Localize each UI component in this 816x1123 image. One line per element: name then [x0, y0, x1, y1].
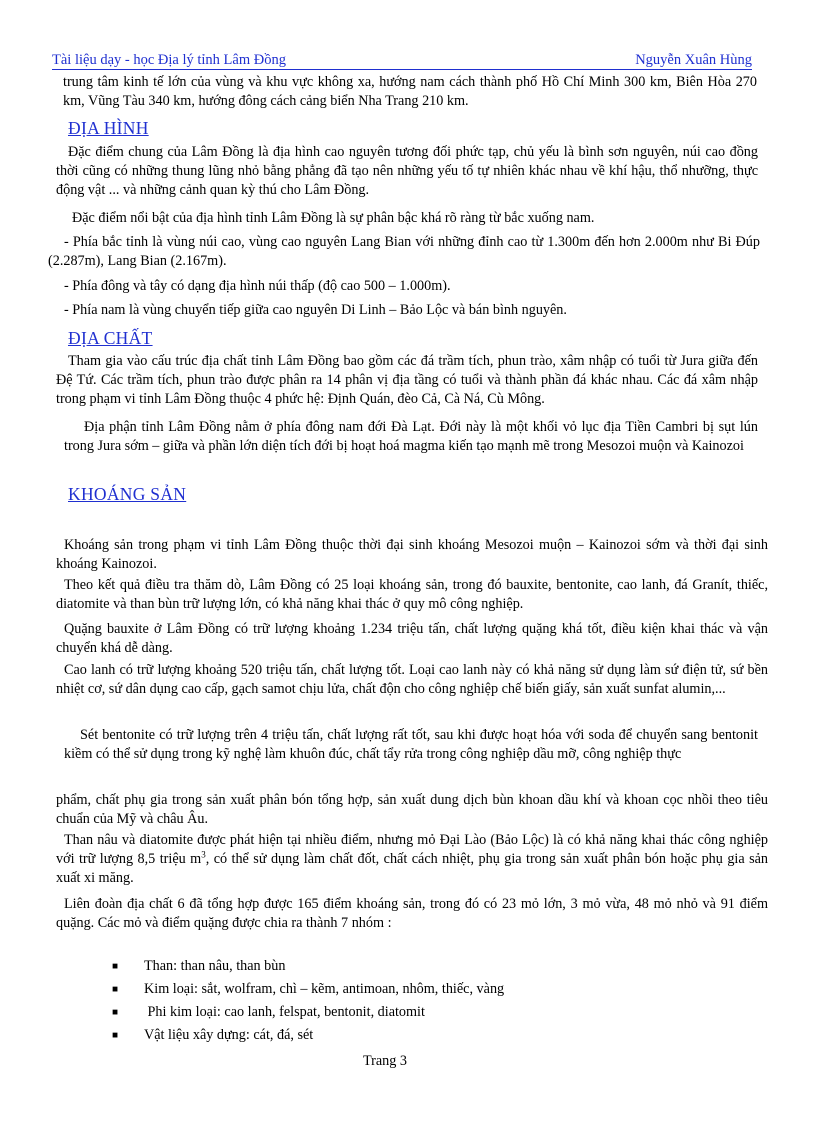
- dia-chat-paragraph-2: Địa phận tỉnh Lâm Đồng nằm ở phía đông nam đới Đà Lạt. Đới này là một khối vỏ lục địa Tiền Cambri bị sụt lún trong Jura sớm – giữa và phần lớn diện tích đới bị hoạt hoá magma kiến tạo mạnh mẽ trong Mesozoi muộn và Kainozoi: [64, 419, 758, 454]
- mineral-groups-list: [112, 957, 504, 1049]
- khoang-san-paragraph-8: Liên đoàn địa chất 6 đã tổng hợp được 165 điểm khoáng sản, trong đó có 23 mỏ lớn, 3 mỏ vừa, 48 mỏ nhỏ và 91 điểm quặng. Các mỏ và điểm quặng được chia ra thành 7 nhóm :: [56, 896, 768, 931]
- section-heading-dia-hinh: ĐỊA HÌNH: [68, 118, 149, 138]
- khoang-san-paragraph-1: Khoáng sản trong phạm vi tỉnh Lâm Đồng thuộc thời đại sinh khoáng Mesozoi muộn – Kainozoi sớm và thời đại sinh khoáng Kainozoi.: [56, 537, 768, 572]
- khoang-san-paragraph-2: Theo kết quả điều tra thăm dò, Lâm Đồng có 25 loại khoáng sản, trong đó bauxite, bentonite, cao lanh, đá Granít, thiếc, diatomite và than bùn trữ lượng lớn, có khả năng khai thác ở quy mô công nghiệp.: [56, 577, 768, 612]
- list-item: ■ Phi kim loại: cao lanh, felspat, bentonit, diatomit: [112, 1004, 425, 1020]
- dia-hinh-paragraph-1: Đặc điểm chung của Lâm Đồng là địa hình cao nguyên tương đối phức tạp, chủ yếu là bình sơn nguyên, núi cao đồng thời cũng có những thung lũng nhỏ bằng phẳng đã tạo nên những yếu tố tự nhiên khác nhau về khí hậu, thổ nhưỡng, thực động vật ... và những cảnh quan kỳ thú cho Lâm Đồng.: [56, 144, 758, 198]
- khoang-san-paragraph-3: Quặng bauxite ở Lâm Đồng có trữ lượng khoảng 1.234 triệu tấn, chất lượng quặng khá tốt, điều kiện khai thác và vận chuyển khá dễ dàng.: [56, 621, 768, 656]
- list-item: ■ Vật liệu xây dựng: cát, đá, sét: [112, 1027, 314, 1043]
- khoang-san-paragraph-4: Cao lanh có trữ lượng khoảng 520 triệu tấn, chất lượng tốt. Loại cao lanh này có khả năng sử dụng làm sứ điện tử, sứ bền nhiệt cơ, sứ dân dụng cao cấp, gạch samot chịu lửa, chất độn cho công nghiệp chế biến giấy, sản xuất sunfat alumin,...: [56, 662, 768, 697]
- header-author: Nguyễn Xuân Hùng: [635, 52, 752, 68]
- bullet-square-icon: ■: [112, 1007, 119, 1018]
- khoang-san-paragraph-5: Sét bentonite có trữ lượng trên 4 triệu tấn, chất lượng rất tốt, sau khi được hoạt hóa với soda để chuyển sang bentonit kiềm có thể sử dụng trong kỹ nghệ làm khuôn đúc, chất tẩy rửa trong công nghiệp dầu mỡ, công nghiệp thực: [64, 727, 758, 762]
- dia-hinh-paragraph-2: Đặc điểm nổi bật của địa hình tỉnh Lâm Đồng là sự phân bậc khá rõ ràng từ bắc xuống nam.: [72, 210, 595, 226]
- section-heading-dia-chat: ĐỊA CHẤT: [68, 328, 153, 348]
- bullet-square-icon: ■: [112, 961, 119, 972]
- dia-hinh-paragraph-3: - Phía bắc tỉnh là vùng núi cao, vùng cao nguyên Lang Bian với những đỉnh cao từ 1.300m đến hơn 2.000m như Bi Đúp (2.287m), Lang Bian (2.167m).: [48, 234, 760, 269]
- p7-superscript: 3: [201, 849, 206, 860]
- bullet-square-icon: ■: [112, 1030, 119, 1041]
- list-item: ■ Than: than nâu, than bùn: [112, 958, 286, 974]
- section-heading-khoang-san: KHOÁNG SẢN: [68, 484, 187, 504]
- list-item: ■ Kim loại: sắt, wolfram, chì – kẽm, antimoan, nhôm, thiếc, vàng: [112, 981, 505, 997]
- khoang-san-paragraph-7: [56, 831, 768, 888]
- dia-chat-paragraph-1: Tham gia vào cấu trúc địa chất tỉnh Lâm Đồng bao gồm các đá trầm tích, phun trào, xâm nhập có tuổi từ Jura giữa đến Đệ Tứ. Các trầm tích, phun trào được phân ra 14 phân vị địa tầng có tuổi và thành phần đá khác nhau. Các đá xâm nhập trong phạm vi tỉnh Lâm Đồng thuộc 4 phức hệ: Định Quán, đèo Cả, Cà Ná, Cù Mông.: [56, 353, 758, 407]
- header-title: Tài liệu dạy - học Địa lý tỉnh Lâm Đồng: [52, 52, 286, 68]
- p7-text-after: , có thể sử dụng làm chất đốt, chất cách nhiệt, phụ gia trong sản xuất phân bón hoặc phụ gia sản xuất xi măng.: [56, 851, 768, 886]
- intro-paragraph: trung tâm kinh tế lớn của vùng và khu vực không xa, hướng nam cách thành phố Hồ Chí Minh 300 km, Biên Hòa 270 km, Vũng Tàu 340 km, hướng đông cách cảng biển Nha Trang 210 km.: [63, 74, 757, 109]
- page-header: [52, 51, 752, 70]
- p7-text-before: Than nâu và diatomite được phát hiện tại nhiều điểm, nhưng mỏ Đại Lào (Bảo Lộc) là có khả năng khai thác công nghiệp với trữ lượng 8,5 triệu m: [56, 832, 768, 867]
- dia-hinh-paragraph-5: - Phía nam là vùng chuyển tiếp giữa cao nguyên Di Linh – Bảo Lộc và bán bình nguyên.: [64, 302, 567, 318]
- khoang-san-paragraph-6: phẩm, chất phụ gia trong sản xuất phân bón tổng hợp, sản xuất dung dịch bùn khoan dầu khí và khoan cọc nhồi theo tiêu chuẩn của Mỹ và châu Âu.: [56, 792, 768, 827]
- bullet-square-icon: ■: [112, 984, 119, 995]
- page-number: Trang 3: [362, 1053, 408, 1069]
- dia-hinh-paragraph-4: - Phía đông và tây có dạng địa hình núi thấp (độ cao 500 – 1.000m).: [64, 278, 451, 294]
